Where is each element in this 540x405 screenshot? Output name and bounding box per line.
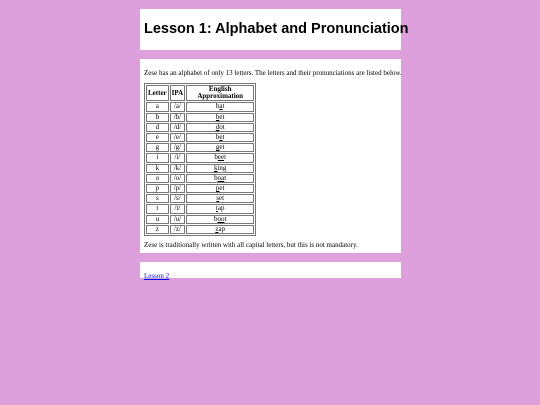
letter-cell: a <box>146 102 169 111</box>
table-row <box>146 153 254 162</box>
table-row <box>146 102 254 111</box>
approximation-highlight: oo <box>217 214 225 223</box>
column-header-ipa: IPA <box>170 85 186 101</box>
approximation-highlight: a <box>219 102 223 111</box>
approximation-cell <box>186 102 254 111</box>
approximation-cell <box>186 194 254 203</box>
approximation-text: t <box>222 133 225 142</box>
letter-cell: z <box>146 225 169 234</box>
approximation-cell <box>186 184 254 193</box>
approximation-text: ap <box>218 224 226 233</box>
approximation-highlight: k <box>213 163 218 172</box>
table-row <box>146 215 254 224</box>
approximation-text: b <box>213 214 218 223</box>
table-row <box>146 194 254 203</box>
table-row <box>146 204 254 213</box>
letter-cell: o <box>146 174 169 183</box>
ipa-cell: /p/ <box>170 184 186 193</box>
approximation-text: t <box>222 102 225 111</box>
approximation-cell <box>186 215 254 224</box>
approximation-cell <box>186 204 254 213</box>
table-row <box>146 174 254 183</box>
letter-cell: b <box>146 113 169 122</box>
approximation-cell <box>186 133 254 142</box>
letter-cell: g <box>146 143 169 152</box>
ipa-cell: /u/ <box>170 215 186 224</box>
approximation-text: et <box>219 143 225 152</box>
page-title: Lesson 1: Alphabet and Pronunciation <box>144 21 409 37</box>
approximation-text: b <box>214 153 218 162</box>
approximation-highlight: b <box>215 112 220 121</box>
approximation-text: ot <box>219 122 225 131</box>
ipa-cell: /s/ <box>170 194 186 203</box>
approximation-highlight: z <box>215 224 219 233</box>
table-header-row <box>146 85 254 101</box>
alphabet-table <box>144 83 256 236</box>
lesson-2-link[interactable]: Lesson 2 <box>144 272 170 280</box>
table-row <box>146 184 254 193</box>
approximation-text: t <box>224 214 227 223</box>
approximation-highlight: s <box>216 194 220 203</box>
letter-cell: s <box>146 194 169 203</box>
ipa-cell: /z/ <box>170 225 186 234</box>
approximation-highlight: d <box>215 122 220 131</box>
approximation-text: et <box>219 184 225 193</box>
table-row <box>146 143 254 152</box>
approximation-highlight: t <box>215 204 218 213</box>
table-row <box>146 225 254 234</box>
approximation-text: b <box>215 102 220 111</box>
approximation-cell <box>186 123 254 132</box>
ipa-cell: /e/ <box>170 133 186 142</box>
approximation-text: t <box>224 173 227 182</box>
approximation-cell <box>186 113 254 122</box>
table-row <box>146 113 254 122</box>
ipa-cell: /b/ <box>170 113 186 122</box>
ipa-cell: /g/ <box>170 143 186 152</box>
letter-cell: p <box>146 184 169 193</box>
approximation-cell <box>186 174 254 183</box>
letter-cell: e <box>146 133 169 142</box>
approximation-text: et <box>219 194 225 203</box>
content-panel <box>140 59 401 253</box>
approximation-text: et <box>219 112 225 121</box>
ipa-cell: /o/ <box>170 174 186 183</box>
approximation-text: b <box>214 173 218 182</box>
ipa-cell: /t/ <box>170 204 186 213</box>
ipa-cell: /k/ <box>170 164 186 173</box>
approximation-cell <box>186 225 254 234</box>
approximation-text: ing <box>217 163 227 172</box>
intro-paragraph: Zese has an alphabet of only 13 letters. The letters and their pronunciations are listed below. <box>144 69 402 77</box>
approximation-highlight: e <box>219 133 223 142</box>
approximation-text: t <box>224 153 227 162</box>
table-row <box>146 133 254 142</box>
approximation-text: b <box>215 133 220 142</box>
table-row <box>146 123 254 132</box>
column-header-letter: Letter <box>146 85 169 101</box>
ipa-cell: /a/ <box>170 102 186 111</box>
ipa-cell: /i/ <box>170 153 186 162</box>
letter-cell: d <box>146 123 169 132</box>
approximation-highlight: oa <box>217 173 225 182</box>
approximation-highlight: p <box>215 184 220 193</box>
letter-cell: t <box>146 204 169 213</box>
note-paragraph: Zese is traditionally written with all capital letters, but this is not mandatory. <box>144 241 358 250</box>
table-body <box>146 102 254 234</box>
approximation-cell <box>186 164 254 173</box>
approximation-highlight: g <box>215 143 220 152</box>
nav-panel <box>140 262 401 278</box>
approximation-text: ap <box>217 204 225 213</box>
column-header-approximation: English Approximation <box>186 85 254 101</box>
ipa-cell: /d/ <box>170 123 186 132</box>
title-panel <box>140 9 409 50</box>
table-row <box>146 164 254 173</box>
approximation-cell <box>186 153 254 162</box>
letter-cell: i <box>146 153 169 162</box>
letter-cell: k <box>146 164 169 173</box>
approximation-cell <box>186 143 254 152</box>
letter-cell: u <box>146 215 169 224</box>
approximation-highlight: ee <box>217 153 225 162</box>
